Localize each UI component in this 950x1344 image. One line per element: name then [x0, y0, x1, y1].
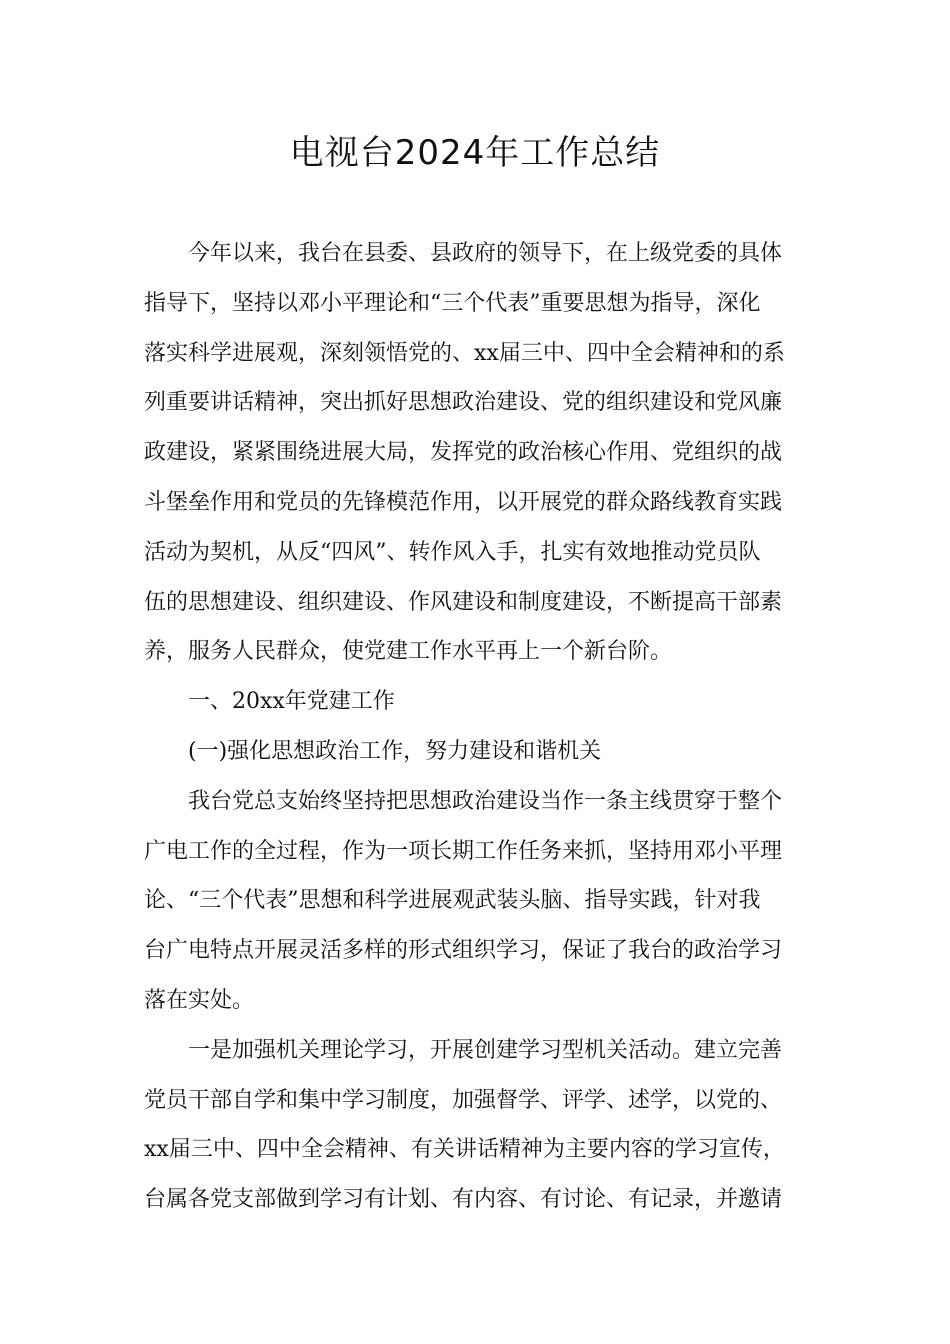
- text-line: 我台党总支始终坚持把思想政治建设当作一条主线贯穿于整个: [188, 788, 783, 814]
- text-line: xx届三中、四中全会精神、有关讲话精神为主要内容的学习宣传，: [144, 1137, 785, 1163]
- document-body: [144, 229, 824, 1225]
- text-line: 政建设，紧紧围绕进展大局，发挥党的政治核心作用、党组织的战: [144, 440, 783, 466]
- subsection-heading: (一)强化思想政治工作，努力建设和谐机关: [188, 738, 602, 764]
- text-line: 台广电特点开展灵活多样的形式组织学习，保证了我台的政治学习: [144, 938, 783, 964]
- text-line: 斗堡垒作用和党员的先锋模范作用，以开展党的群众路线教育实践: [144, 489, 783, 515]
- text-line: 指导下，坚持以邓小平理论和“三个代表”重要思想为指导，深化: [144, 290, 761, 316]
- text-line: 党员干部自学和集中学习制度，加强督学、评学、述学，以党的、: [144, 1087, 783, 1113]
- text-line: 广电工作的全过程，作为一项长期工作任务来抓，坚持用邓小平理: [144, 838, 783, 864]
- text-line: 台属各党支部做到学习有计划、有内容、有讨论、有记录，并邀请: [144, 1187, 783, 1213]
- text-line: 列重要讲话精神，突出抓好思想政治建设、党的组织建设和党风廉: [144, 390, 783, 416]
- text-line: 一是加强机关理论学习，开展创建学习型机关活动。建立完善: [188, 1037, 783, 1063]
- text-line: 伍的思想建设、组织建设、作风建设和制度建设，不断提高干部素: [144, 589, 783, 615]
- text-line: 落实科学进展观，深刻领悟党的、xx届三中、四中全会精神和的系: [144, 340, 785, 366]
- text-line: 落在实处。: [144, 987, 255, 1013]
- text-line: 今年以来，我台在县委、县政府的领导下，在上级党委的具体: [188, 241, 783, 266]
- text-line: 活动为契机，从反“四风”、转作风入手，扎实有效地推动党员队: [144, 539, 761, 565]
- text-line: 论、“三个代表”思想和科学进展观武装头脑、指导实践，针对我: [144, 888, 761, 914]
- section-heading: 一、20xx年党建工作: [188, 689, 395, 715]
- text-line: 养，服务人民群众，使党建工作水平再上一个新台阶。: [144, 639, 673, 665]
- document-title: 电视台2024年工作总结: [289, 133, 661, 173]
